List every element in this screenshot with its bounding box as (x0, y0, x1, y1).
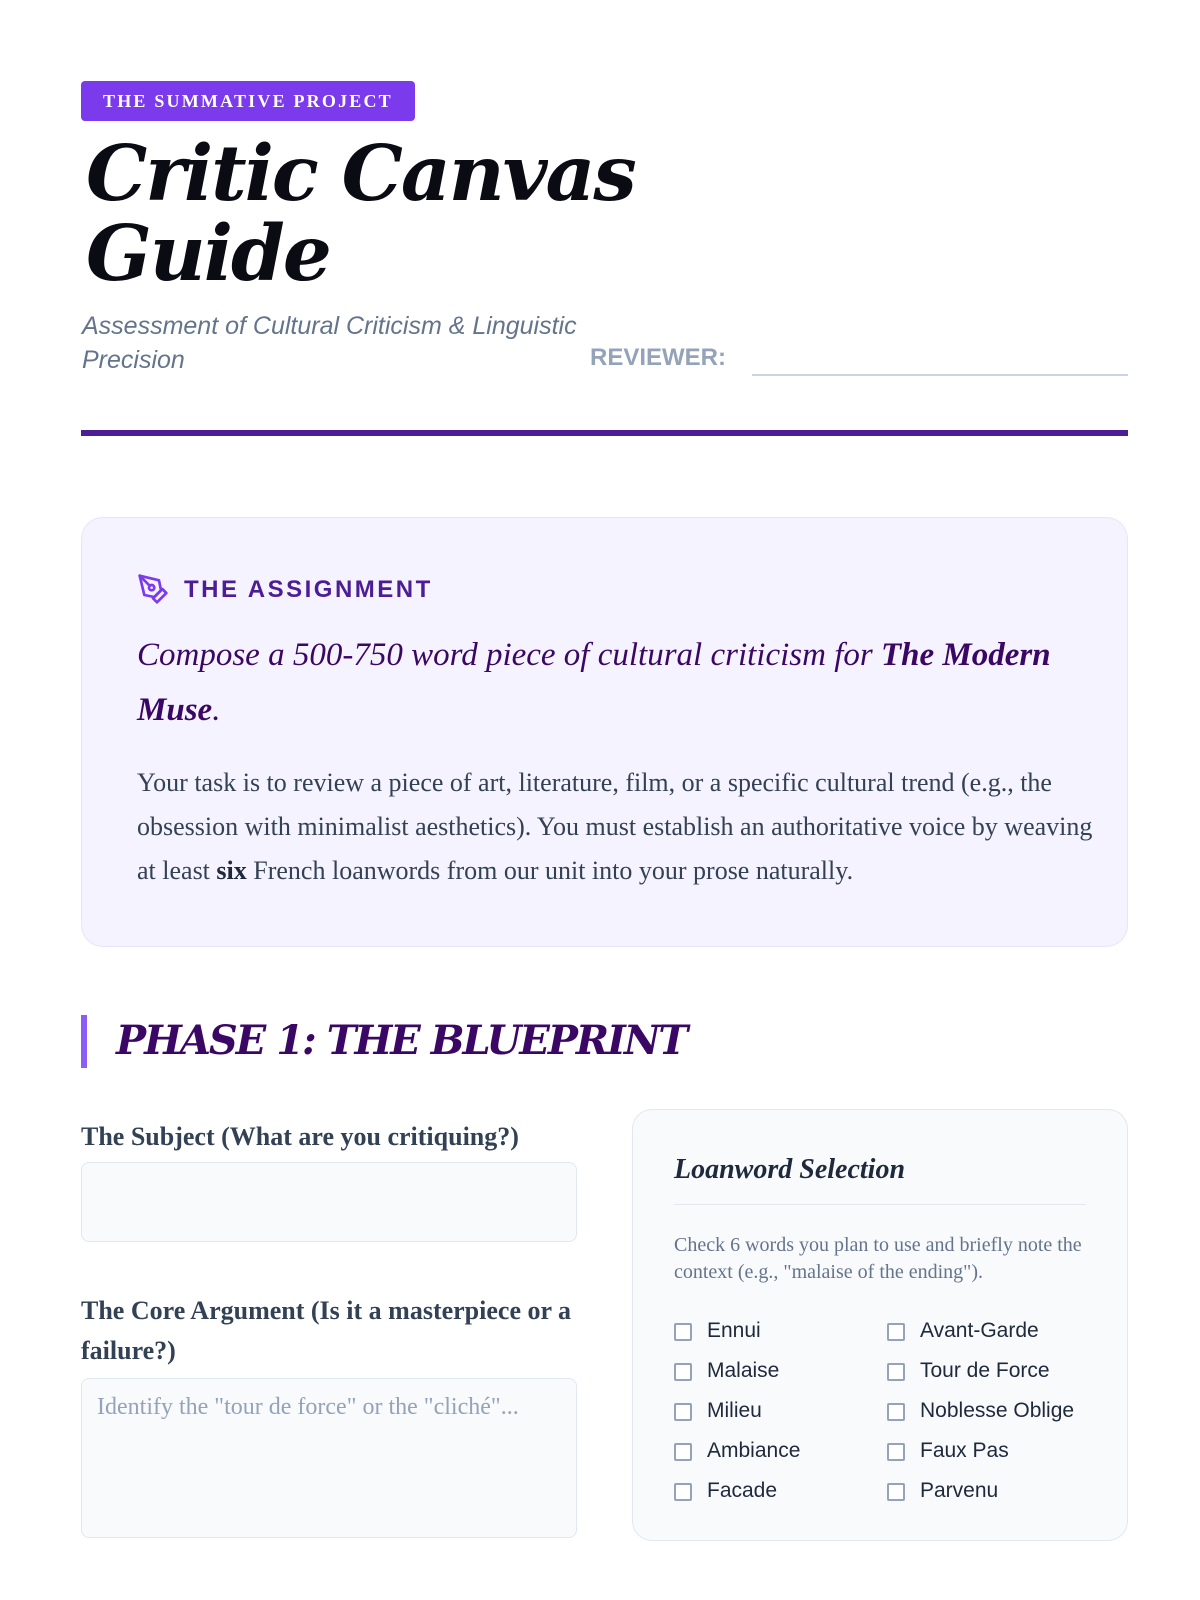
assignment-body: Your task is to review a piece of art, literature, film, or a specific cultural trend (e.g., the obsession with minimalist aesthetics). You must establish an authoritative voice by weaving at least six French loanwords from our unit into your prose naturally. (137, 768, 1093, 885)
pen-icon (137, 573, 169, 605)
page-title: Critic Canvas Guide (86, 129, 635, 299)
argument-textarea[interactable]: Identify the "tour de force" or the "cliché"... (81, 1378, 577, 1538)
checkbox[interactable] (887, 1443, 905, 1461)
phase-title: PHASE 1: THE BLUEPRINT (116, 1017, 687, 1064)
checkbox[interactable] (674, 1363, 692, 1381)
word-count-emphasis: six (216, 856, 247, 885)
loanword-instructions: Check 6 words you plan to use and briefly note the context (e.g., "malaise of the ending"). (674, 1234, 1082, 1283)
assignment-lead: Compose a 500-750 word piece of cultural criticism for The Modern Muse. (137, 637, 1051, 728)
loanword-divider (674, 1204, 1086, 1205)
argument-label: The Core Argument (Is it a masterpiece or a failure?) (81, 1296, 572, 1365)
subject-label: The Subject (What are you critiquing?) (81, 1122, 519, 1151)
reviewer-field[interactable] (752, 374, 1128, 376)
header-divider (81, 430, 1128, 436)
project-tag: THE SUMMATIVE PROJECT (81, 81, 415, 121)
checkbox[interactable] (887, 1483, 905, 1501)
phase-accent-bar (81, 1015, 87, 1068)
checkbox[interactable] (674, 1403, 692, 1421)
reviewer-label: REVIEWER: (590, 344, 727, 371)
loanword-card: Loanword Selection Check 6 words you plan to use and briefly note the context (e.g., "malaise of the ending"). Ennui Avant-Garde Malaise Tour de Force Milieu Noblesse Oblige Ambiance Faux Pas Facade Parvenu (632, 1109, 1128, 1541)
subject-input[interactable] (81, 1162, 577, 1242)
checkbox[interactable] (887, 1403, 905, 1421)
assignment-panel (81, 517, 1128, 947)
assignment-heading: THE ASSIGNMENT (184, 576, 433, 603)
checkbox[interactable] (674, 1443, 692, 1461)
publication-name: The Modern Muse (137, 637, 1051, 728)
loanword-title: Loanword Selection (674, 1154, 906, 1185)
page-subtitle: Assessment of Cultural Criticism & Linguistic Precision (82, 312, 577, 374)
checkbox[interactable] (674, 1483, 692, 1501)
checkbox[interactable] (887, 1323, 905, 1341)
checkbox[interactable] (674, 1323, 692, 1341)
checkbox[interactable] (887, 1363, 905, 1381)
